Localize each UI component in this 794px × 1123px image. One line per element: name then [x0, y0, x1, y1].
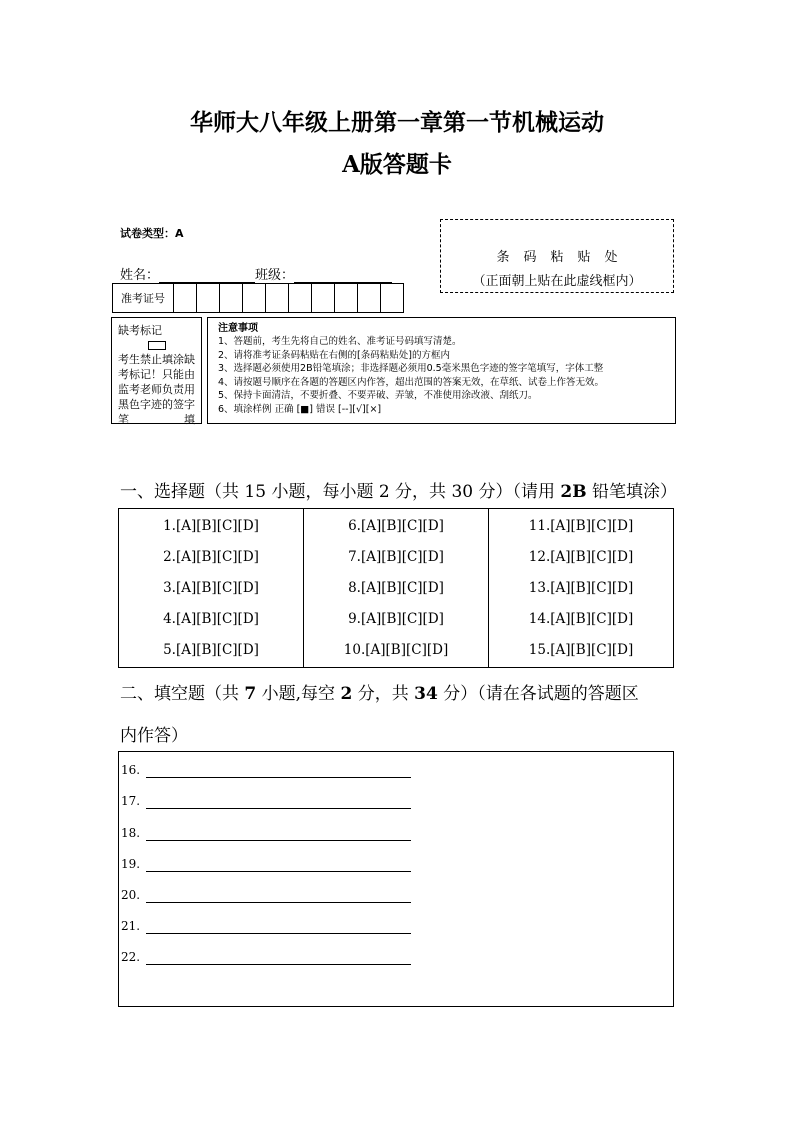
barcode-area	[440, 219, 674, 293]
answer-line[interactable]	[146, 777, 411, 778]
choice-question[interactable]: 8.[A][B][C][D]	[348, 580, 444, 596]
choice-column	[489, 509, 673, 667]
choice-question[interactable]: 7.[A][B][C][D]	[348, 549, 444, 565]
answer-line[interactable]	[146, 933, 411, 934]
choice-answer-grid	[118, 508, 674, 668]
notes-item: 3、选择题必须使用2B铅笔填涂；非选择题必须用0.5毫米黑色字迹的签字笔填写，字体工整	[218, 363, 604, 375]
choice-column	[304, 509, 489, 667]
notes-item: 5、保持卡面清洁，不要折叠、不要弄破、弄皱，不准使用涂改液、刮纸刀。	[218, 390, 538, 402]
absent-mark-box	[111, 317, 202, 424]
choice-question[interactable]: 2.[A][B][C][D]	[163, 549, 259, 565]
absent-mark-description: 考生禁止填涂缺考标记！只能由监考老师负责用黑色字迹的签字笔填	[118, 353, 195, 426]
absent-mark-checkbox[interactable]	[148, 341, 166, 350]
choice-question[interactable]: 12.[A][B][C][D]	[528, 549, 634, 565]
ticket-digit-cell[interactable]	[174, 284, 197, 312]
choice-question[interactable]: 15.[A][B][C][D]	[528, 642, 634, 658]
section2-heading: 二、填空题（共 7 小题,每空 2 分，共 34 分）（请在各试题的答题区	[120, 684, 639, 704]
ticket-digit-cell[interactable]	[381, 284, 403, 312]
fill-answer-box: 16. 17. 18. 19. 20. 21. 22.	[118, 751, 674, 1007]
answer-line[interactable]	[146, 964, 411, 965]
absent-mark-title: 缺考标记	[118, 324, 162, 337]
choice-question[interactable]: 14.[A][B][C][D]	[528, 611, 634, 627]
choice-question[interactable]: 6.[A][B][C][D]	[348, 518, 444, 534]
paper-type-label: 试卷类型：A	[120, 227, 184, 240]
choice-question[interactable]: 9.[A][B][C][D]	[348, 611, 444, 627]
section2-heading-cont: 内作答）	[120, 726, 188, 746]
ticket-digit-cell[interactable]	[197, 284, 220, 312]
answer-line[interactable]	[146, 902, 411, 903]
ticket-number-label: 准考证号	[113, 284, 174, 312]
ticket-digit-cell[interactable]	[243, 284, 266, 312]
answer-line[interactable]	[146, 871, 411, 872]
ticket-digit-cell[interactable]	[335, 284, 358, 312]
ticket-digit-cell[interactable]	[312, 284, 335, 312]
barcode-label: 条码粘贴处	[496, 250, 632, 265]
notes-item: 6、填涂样例 正确 [■] 错误 [--][√][×]	[218, 403, 382, 415]
choice-question[interactable]: 5.[A][B][C][D]	[163, 642, 259, 658]
notes-title: 注意事项	[218, 323, 258, 334]
class-label: 班级：	[255, 268, 295, 283]
ticket-digit-cell[interactable]	[220, 284, 243, 312]
name-field[interactable]	[159, 269, 255, 283]
choice-column	[119, 509, 304, 667]
notes-item: 1、答题前，考生先将自己的姓名、准考证号码填写清楚。	[218, 336, 462, 347]
page-subtitle: A版答题卡	[342, 151, 452, 178]
choice-question[interactable]: 3.[A][B][C][D]	[163, 580, 259, 596]
answer-line[interactable]	[146, 808, 411, 809]
ticket-digit-cell[interactable]	[266, 284, 289, 312]
notes-item: 4、请按题号顺序在各题的答题区内作答，超出范围的答案无效，在草纸、试卷上作答无效。	[218, 376, 605, 388]
ticket-number-row	[112, 283, 404, 313]
name-label: 姓名：	[120, 268, 160, 283]
choice-question[interactable]: 11.[A][B][C][D]	[528, 518, 634, 534]
notes-box	[207, 317, 676, 424]
ticket-digit-cell[interactable]	[358, 284, 381, 312]
class-field[interactable]	[294, 269, 392, 283]
answer-line[interactable]	[146, 840, 411, 841]
name-class-row	[120, 264, 392, 283]
choice-question[interactable]: 10.[A][B][C][D]	[343, 642, 449, 658]
barcode-hint: （正面朝上贴在此虚线框内）	[472, 274, 642, 289]
choice-question[interactable]: 13.[A][B][C][D]	[528, 580, 634, 596]
section1-heading: 一、选择题（共 15 小题，每小题 2 分，共 30 分）（请用 2B 铅笔填涂）	[120, 482, 678, 502]
choice-question[interactable]: 1.[A][B][C][D]	[163, 518, 259, 534]
page-title: 华师大八年级上册第一章第一节机械运动	[190, 109, 604, 136]
notes-item: 2、请将准考证条码粘贴在右侧的[条码粘贴处]的方框内	[218, 349, 450, 361]
choice-question[interactable]: 4.[A][B][C][D]	[163, 611, 259, 627]
ticket-digit-cell[interactable]	[289, 284, 312, 312]
